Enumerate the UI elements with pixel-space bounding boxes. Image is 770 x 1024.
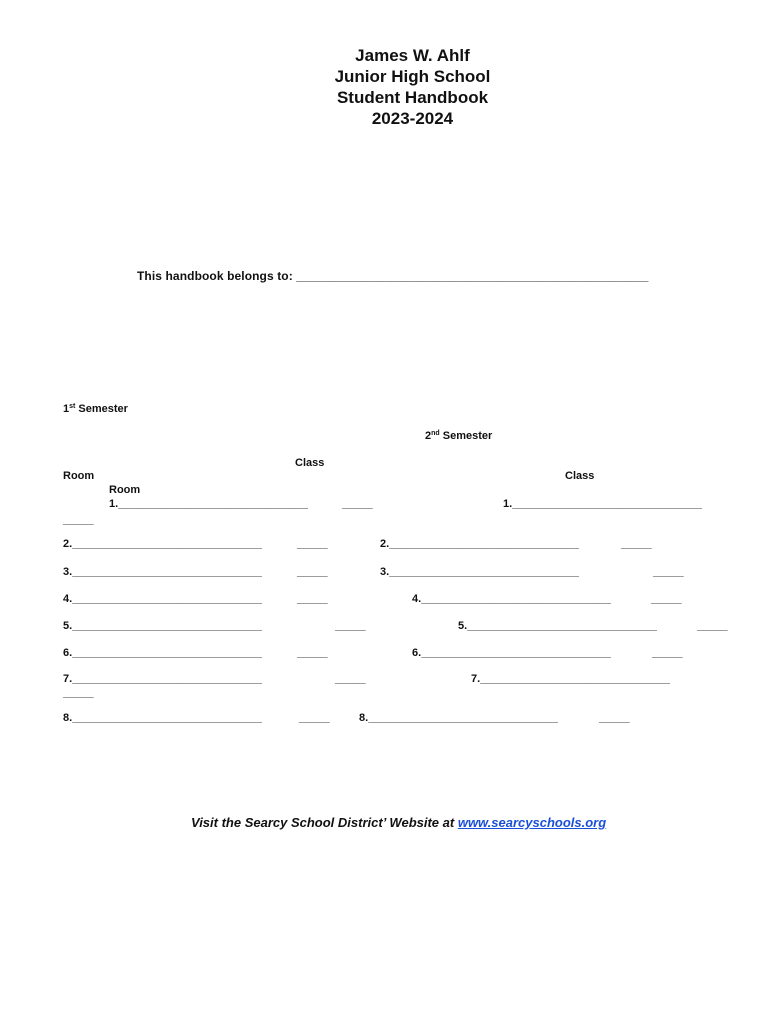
left-room-blank-7[interactable]: _____	[335, 673, 366, 685]
class-blank[interactable]: _______________________________	[72, 620, 262, 632]
left-schedule-row-3	[63, 566, 262, 579]
class-blank[interactable]: _______________________________	[467, 620, 657, 632]
left-room-blank-4[interactable]: _____	[297, 593, 328, 605]
class-blank[interactable]: _______________________________	[421, 647, 611, 659]
semester-1-heading: 1st Semester	[63, 403, 128, 415]
right-room-blank-6[interactable]: _____	[652, 647, 683, 659]
row-number: 5.	[458, 620, 468, 632]
class-blank[interactable]: _______________________________	[72, 566, 262, 578]
left-schedule-row-8	[63, 712, 262, 725]
owner-line: This handbook belongs to: ____________________________________________________	[137, 269, 649, 283]
left-room-blank-7-wrap[interactable]: _____	[63, 687, 94, 699]
left-room-blank-1-wrap[interactable]: _____	[63, 514, 94, 526]
left-schedule-row-5	[63, 620, 262, 633]
handbook-title	[0, 45, 770, 129]
right-schedule-row-1	[503, 498, 702, 511]
row-number: 6.	[412, 647, 422, 659]
class-blank[interactable]: _______________________________	[389, 538, 579, 550]
room-column-header-left: Room	[63, 470, 95, 482]
right-room-blank-8[interactable]: _____	[599, 712, 630, 724]
right-room-blank-5[interactable]: _____	[697, 620, 728, 632]
class-blank[interactable]: _______________________________	[72, 712, 262, 724]
room-column-header-right: Room	[109, 484, 141, 496]
class-blank[interactable]: _______________________________	[72, 673, 262, 685]
class-blank[interactable]: _______________________________	[72, 593, 262, 605]
class-blank[interactable]: _______________________________	[421, 593, 611, 605]
title-line-document: Student Handbook	[336, 88, 489, 107]
class-blank[interactable]: _______________________________	[72, 647, 262, 659]
title-line-school-name: James W. Ahlf	[355, 46, 470, 65]
right-room-blank-2[interactable]: _____	[621, 538, 652, 550]
right-schedule-row-2	[380, 538, 579, 551]
row-number: 8.	[63, 712, 73, 724]
left-room-blank-3[interactable]: _____	[297, 566, 328, 578]
right-schedule-row-5	[458, 620, 657, 633]
left-room-blank-2[interactable]: _____	[297, 538, 328, 550]
class-blank[interactable]: _______________________________	[389, 566, 579, 578]
left-schedule-row-6	[63, 647, 262, 660]
semester-2-heading: 2nd Semester	[425, 430, 493, 442]
right-schedule-row-8	[359, 712, 558, 725]
right-schedule-row-3	[380, 566, 579, 579]
class-blank[interactable]: _______________________________	[72, 538, 262, 550]
left-schedule-row-7	[63, 673, 262, 686]
right-room-blank-3[interactable]: _____	[653, 566, 684, 578]
left-room-blank-6[interactable]: _____	[297, 647, 328, 659]
row-number: 4.	[63, 593, 73, 605]
class-column-header-right: Class	[565, 470, 595, 482]
class-blank[interactable]: _______________________________	[512, 498, 702, 510]
class-blank[interactable]: _______________________________	[118, 498, 308, 510]
row-number: 2.	[380, 538, 390, 550]
class-blank[interactable]: _______________________________	[368, 712, 558, 724]
left-room-blank-8[interactable]: _____	[299, 712, 330, 724]
row-number: 8.	[359, 712, 369, 724]
class-blank[interactable]: _______________________________	[480, 673, 670, 685]
right-schedule-row-7	[471, 673, 670, 686]
row-number: 3.	[380, 566, 390, 578]
footer-text: Visit the Searcy School District’ Website at	[191, 815, 458, 830]
left-schedule-row-2	[63, 538, 262, 551]
right-schedule-row-6	[412, 647, 611, 660]
row-number: 3.	[63, 566, 73, 578]
district-website-link[interactable]: www.searcyschools.org	[457, 815, 607, 830]
row-number: 7.	[63, 673, 73, 685]
row-number: 1.	[109, 498, 119, 510]
row-number: 5.	[63, 620, 73, 632]
row-number: 6.	[63, 647, 73, 659]
right-schedule-row-4	[412, 593, 611, 606]
row-number: 4.	[412, 593, 422, 605]
left-room-blank-1[interactable]: _____	[342, 498, 373, 510]
left-room-blank-5[interactable]: _____	[335, 620, 366, 632]
left-schedule-row-4	[63, 593, 262, 606]
right-room-blank-4[interactable]: _____	[651, 593, 682, 605]
footer-note	[191, 815, 606, 830]
row-number: 1.	[503, 498, 513, 510]
title-line-school-type: Junior High School	[334, 67, 491, 86]
left-schedule-row-1	[109, 498, 308, 511]
row-number: 7.	[471, 673, 481, 685]
title-line-year: 2023-2024	[371, 109, 454, 128]
row-number: 2.	[63, 538, 73, 550]
class-column-header-left: Class	[295, 457, 325, 469]
